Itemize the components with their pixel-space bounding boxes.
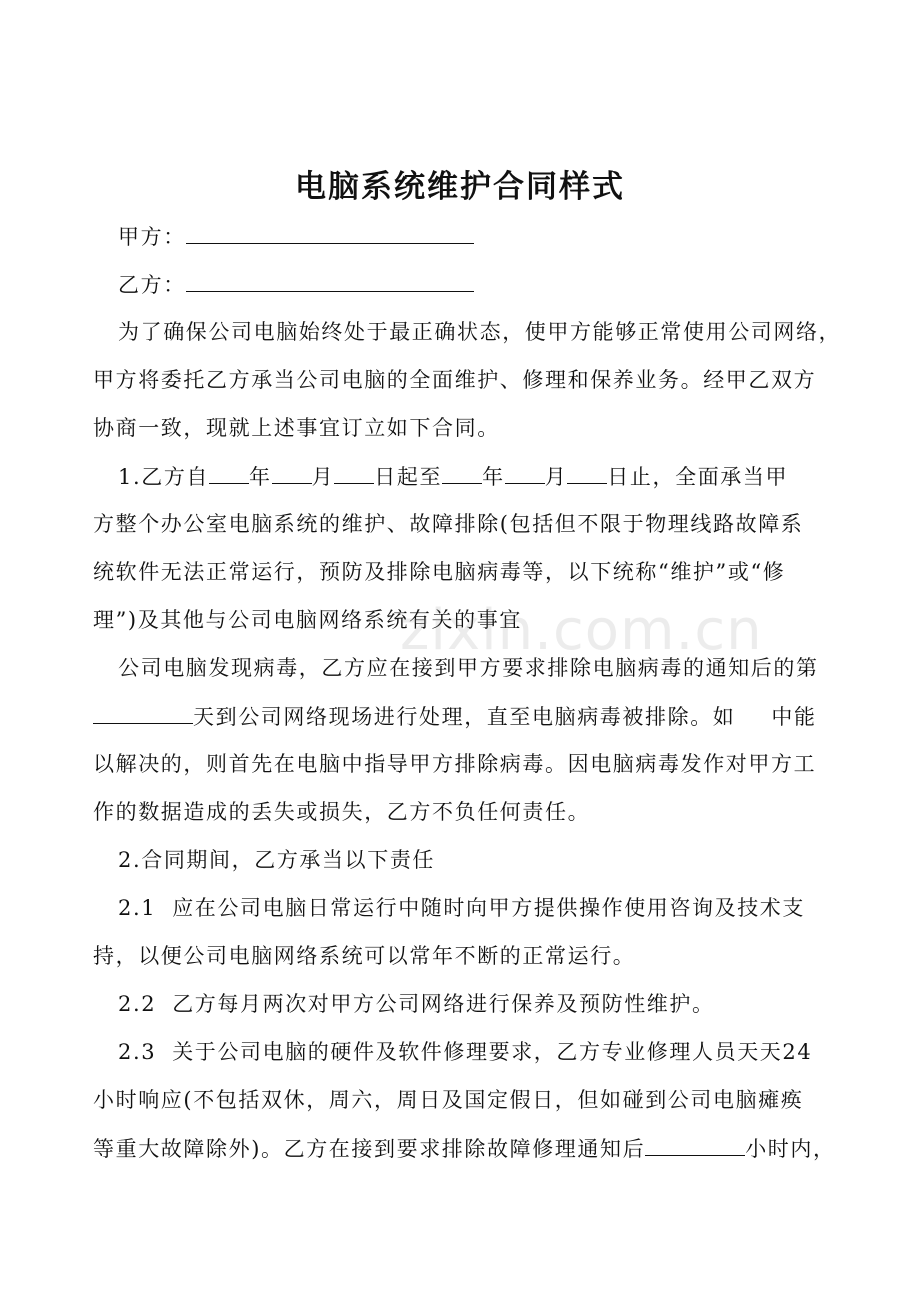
party-b-label: 乙方： bbox=[118, 273, 186, 297]
clause1-start: 1.乙方自 bbox=[118, 465, 210, 489]
party-a-label: 甲方： bbox=[118, 225, 186, 249]
end-month-blank[interactable] bbox=[505, 461, 545, 484]
clause1-line-2: 方整个办公室电脑系统的维护、故障排除(包括但不限于物理线路故障系 bbox=[93, 512, 804, 536]
virus-line-2-end: 中能 bbox=[771, 705, 817, 729]
virus-line-4: 作的数据造成的丢失或损失，乙方不负任何责任。 bbox=[93, 800, 591, 824]
clause2-3-line-2: 小时响应(不包括双休，周六，周日及国定假日，但如碰到公司电脑瘫痪 bbox=[93, 1088, 804, 1112]
start-year-blank[interactable] bbox=[209, 461, 249, 484]
day-from-label: 日起至 bbox=[374, 465, 443, 489]
watermark: zixin.com.cn bbox=[400, 598, 763, 663]
year-label: 年 bbox=[249, 465, 272, 489]
end-year-blank[interactable] bbox=[442, 461, 482, 484]
intro-line-2: 甲方将委托乙方承当公司电脑的全面维护、修理和保养业务。经甲乙双方 bbox=[93, 368, 817, 392]
virus-line-1: 公司电脑发现病毒，乙方应在接到甲方要求排除电脑病毒的通知后的第 bbox=[118, 656, 819, 680]
clause2-3-line-3-text: 等重大故障除外)。乙方在接到要求排除故障修理通知后 bbox=[93, 1137, 646, 1161]
page-title: 电脑系统维护合同样式 bbox=[295, 169, 625, 205]
response-hours-blank[interactable] bbox=[645, 1133, 745, 1156]
start-month-blank[interactable] bbox=[272, 461, 312, 484]
clause2-3-text: 关于公司电脑的硬件及软件修理要求，乙方专业修理人员天天24 bbox=[172, 1040, 813, 1064]
clause2-2-number: 2.2 bbox=[118, 992, 157, 1016]
clause2-1-line-2: 持，以便公司电脑网络系统可以常年不断的正常运行。 bbox=[93, 944, 636, 968]
month-label-2: 月 bbox=[544, 465, 568, 489]
clause1-line-4: 理”)及其他与公司电脑网络系统有关的事宜 bbox=[93, 608, 522, 632]
intro-line-1: 为了确保公司电脑始终处于最正确状态，使甲方能够正常使用公司网络， bbox=[118, 320, 842, 344]
virus-line-2-text: 天到公司网络现场进行处理，直至电脑病毒被排除。如 bbox=[193, 705, 736, 729]
clause2-3-number: 2.3 bbox=[118, 1040, 157, 1064]
start-day-blank[interactable] bbox=[334, 461, 374, 484]
clause1-line-3: 统软件无法正常运行，预防及排除电脑病毒等，以下统称“维护”或“修 bbox=[93, 560, 786, 584]
clause2-3-line-3-end: 小时内， bbox=[745, 1137, 836, 1161]
party-b-blank[interactable] bbox=[186, 269, 474, 292]
virus-line-2 bbox=[93, 701, 817, 732]
party-b-line bbox=[118, 269, 474, 300]
month-label: 月 bbox=[311, 465, 335, 489]
clause1-line-1 bbox=[118, 461, 788, 492]
year-label-2: 年 bbox=[482, 465, 505, 489]
virus-days-blank[interactable] bbox=[93, 701, 193, 724]
clause2-3-line-1 bbox=[118, 1037, 812, 1067]
clause2-1-line-1 bbox=[118, 893, 805, 923]
end-day-blank[interactable] bbox=[567, 461, 607, 484]
clause2-2-text: 乙方每月两次对甲方公司网络进行保养及预防性维护。 bbox=[172, 992, 715, 1016]
party-a-line bbox=[118, 221, 474, 252]
clause2-1-text: 应在公司电脑日常运行中随时向甲方提供操作使用咨询及技术支 bbox=[172, 896, 806, 920]
clause2-2-line bbox=[118, 989, 715, 1019]
clause2-3-line-3 bbox=[93, 1133, 836, 1164]
intro-line-3: 协商一致，现就上述事宜订立如下合同。 bbox=[93, 416, 500, 440]
day-to-label: 日止，全面承当甲 bbox=[607, 465, 789, 489]
party-a-blank[interactable] bbox=[186, 221, 474, 244]
virus-line-3: 以解决的，则首先在电脑中指导甲方排除病毒。因电脑病毒发作对甲方工 bbox=[93, 752, 817, 776]
clause2-1-number: 2.1 bbox=[118, 896, 157, 920]
clause2-heading: 2.合同期间，乙方承当以下责任 bbox=[118, 848, 436, 872]
